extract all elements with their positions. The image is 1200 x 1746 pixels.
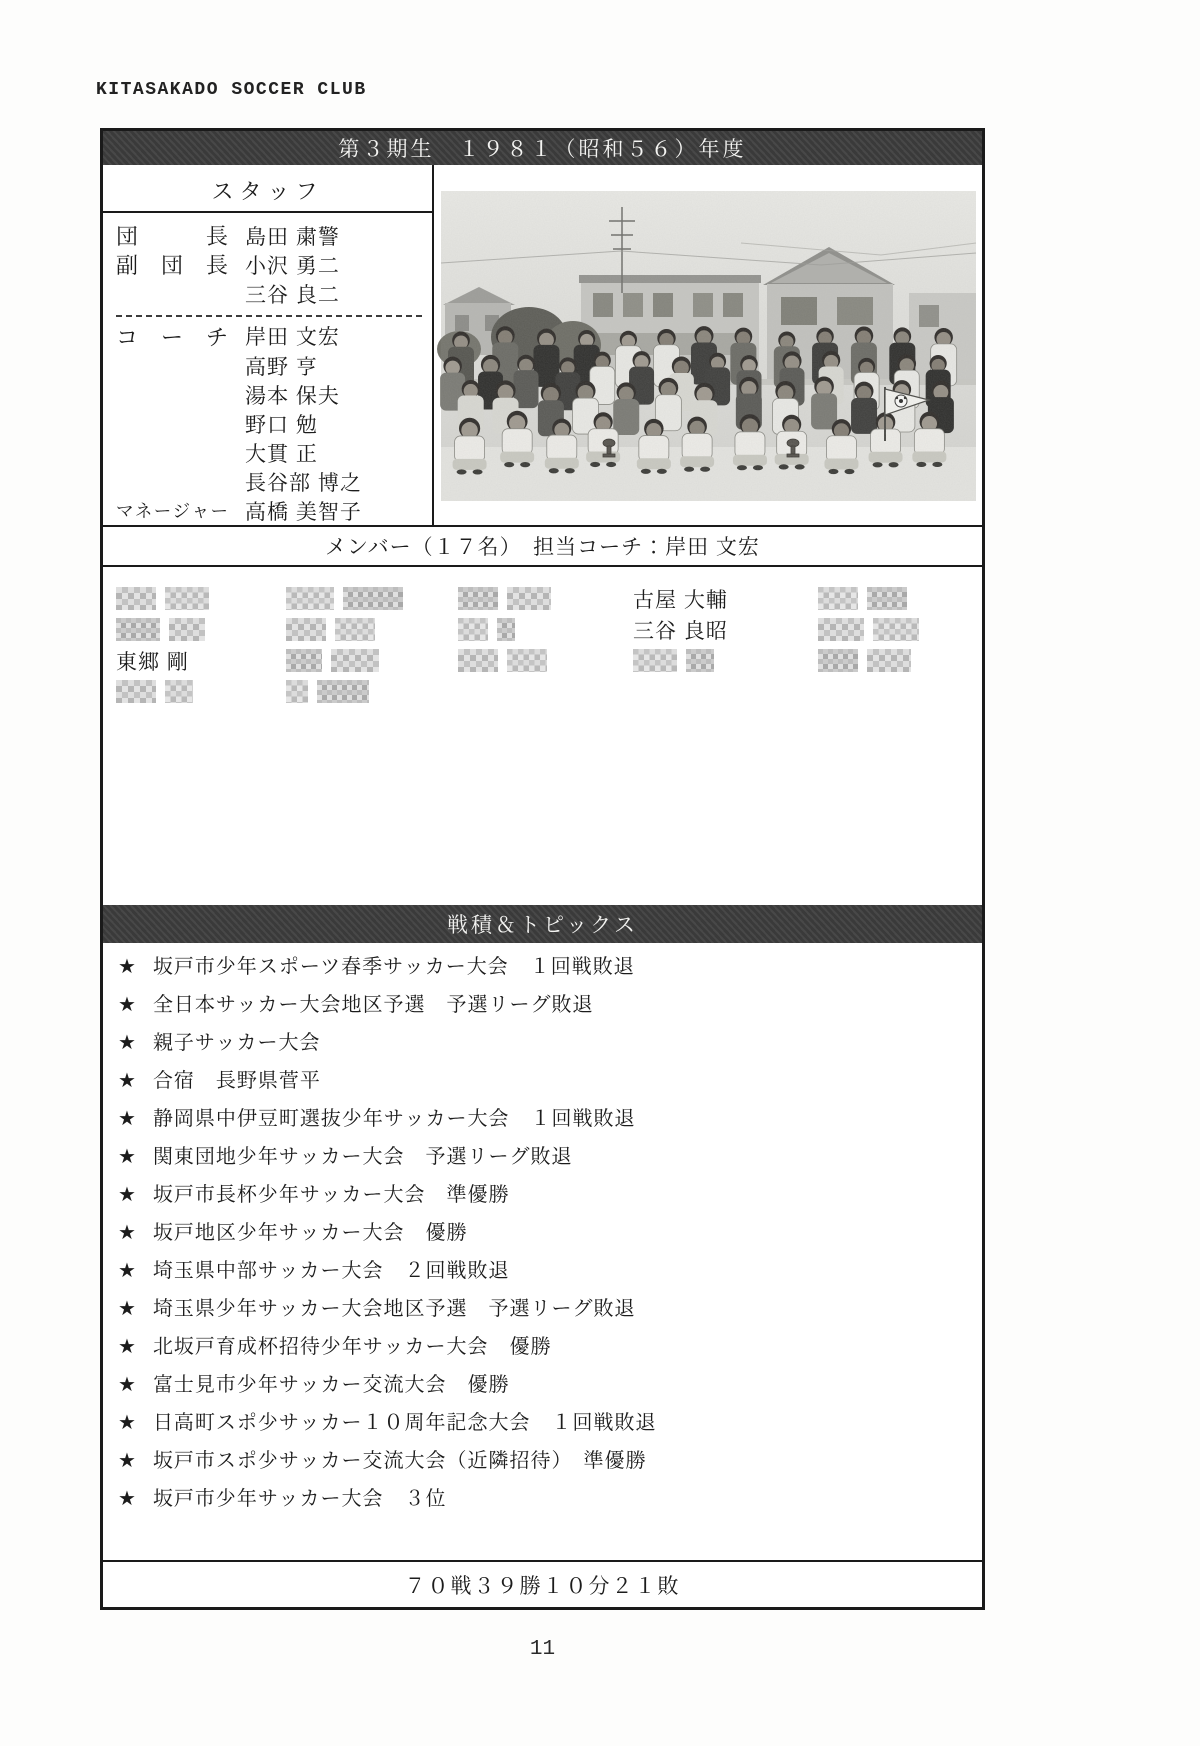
topics-list (118, 957, 962, 1510)
member-list (103, 567, 982, 905)
member-name: 古屋 大輔 (633, 588, 728, 612)
staff-name: 野口 勉 (245, 413, 318, 437)
redaction-mosaic (286, 618, 326, 641)
redaction-mosaic (286, 649, 322, 672)
topic-item (118, 1147, 962, 1168)
staff-list (103, 219, 432, 525)
staff-header: スタッフ (103, 171, 432, 213)
member-name-redacted (818, 649, 974, 672)
topic-text: 坂戸市スポ少サッカー交流大会（近隣招待） 準優勝 (152, 1450, 647, 1472)
star-icon: ★ (118, 1374, 137, 1396)
staff-row (116, 279, 422, 308)
topic-text: 関東団地少年サッカー大会 予選リーグ敗退 (152, 1146, 573, 1168)
redaction-mosaic (286, 680, 308, 703)
member-row (116, 676, 974, 707)
topic-item (118, 1451, 962, 1472)
redaction-mosaic (458, 587, 498, 610)
star-icon: ★ (118, 1184, 137, 1206)
topic-text: 合宿 長野県菅平 (152, 1070, 321, 1092)
staff-name: 長谷部 博之 (245, 471, 362, 495)
topic-item (118, 1413, 962, 1434)
redaction-mosaic (867, 587, 907, 610)
year-banner (103, 131, 982, 165)
star-icon: ★ (118, 1488, 137, 1510)
staff-row (116, 315, 422, 351)
staff-row (116, 250, 422, 279)
redaction-mosaic (116, 618, 160, 641)
redaction-mosaic (165, 587, 209, 610)
member-name: 東郷 剛 (116, 650, 189, 674)
photo-grain (441, 191, 976, 501)
staff-name: 島田 粛警 (245, 225, 340, 249)
redaction-mosaic (331, 649, 379, 672)
staff-name: 高野 亨 (245, 355, 318, 379)
photo-panel (434, 165, 982, 525)
star-icon: ★ (118, 1032, 137, 1054)
topic-text: 静岡県中伊豆町選抜少年サッカー大会 １回戦敗退 (152, 1108, 636, 1130)
member-name-redacted (116, 587, 286, 610)
star-icon: ★ (118, 994, 137, 1016)
redaction-mosaic (633, 649, 677, 672)
staff-role: コ ー チ (116, 324, 228, 350)
star-icon: ★ (118, 1222, 137, 1244)
record-summary-label: ７０戦３９勝１０分２１敗 (404, 1574, 681, 1598)
main-box (100, 128, 985, 1610)
star-icon: ★ (118, 956, 137, 978)
member-name-redacted (633, 649, 818, 672)
member-header (103, 525, 982, 567)
staff-row (116, 467, 422, 496)
topic-item (118, 1299, 962, 1320)
member-name-redacted (286, 618, 458, 641)
topic-text: 全日本サッカー大会地区予選 予選リーグ敗退 (152, 994, 594, 1016)
member-name-redacted (458, 618, 633, 641)
member-name-redacted (458, 587, 633, 610)
member-name-redacted (818, 587, 974, 610)
staff-panel (103, 165, 434, 525)
staff-row (116, 438, 422, 467)
star-icon: ★ (118, 1298, 137, 1320)
redaction-mosaic (818, 649, 858, 672)
redaction-mosaic (317, 680, 369, 703)
member-name-redacted (286, 649, 458, 672)
topic-item (118, 1375, 962, 1396)
star-icon: ★ (118, 1450, 137, 1472)
redaction-mosaic (458, 649, 498, 672)
staff-row (116, 221, 422, 250)
year-banner-label: 第３期生 １９８１（昭和５６）年度 (338, 138, 747, 161)
club-title: KITASAKADO SOCCER CLUB (96, 80, 367, 100)
member-header-label: メンバー（１７名） 担当コーチ：岸田 文宏 (325, 536, 760, 559)
redaction-mosaic (116, 587, 156, 610)
staff-row (116, 496, 422, 525)
member-name: 三谷 良昭 (633, 619, 728, 643)
star-icon: ★ (118, 1336, 137, 1358)
redaction-mosaic (497, 618, 515, 641)
star-icon: ★ (118, 1260, 137, 1282)
member-name-redacted (818, 618, 974, 641)
staff-row (116, 409, 422, 438)
page-number: 11 (529, 1638, 556, 1661)
topics-banner-label: 戦積＆トピックス (447, 914, 638, 937)
star-icon: ★ (118, 1108, 137, 1130)
topic-item (118, 1489, 962, 1510)
topic-text: 埼玉県中部サッカー大会 ２回戦敗退 (152, 1260, 510, 1282)
member-row (116, 614, 974, 645)
topic-text: 坂戸市少年サッカー大会 ３位 (152, 1488, 447, 1510)
redaction-mosaic (116, 680, 156, 703)
staff-role: マ ネ ー ジ ャ ー (116, 501, 228, 521)
topic-text: 埼玉県少年サッカー大会地区予選 予選リーグ敗退 (152, 1298, 636, 1320)
member-name-redacted (116, 680, 286, 703)
topic-item (118, 995, 962, 1016)
topic-item (118, 1185, 962, 1206)
topic-text: 親子サッカー大会 (152, 1032, 321, 1054)
topic-item (118, 1033, 962, 1054)
topic-item (118, 957, 962, 978)
top-section (103, 165, 982, 525)
redaction-mosaic (818, 618, 864, 641)
team-photo (441, 191, 976, 501)
topic-item (118, 1071, 962, 1092)
topic-item (118, 1261, 962, 1282)
topic-text: 北坂戸育成杯招待少年サッカー大会 優勝 (152, 1336, 552, 1358)
star-icon: ★ (118, 1070, 137, 1092)
staff-name: 岸田 文宏 (245, 326, 340, 349)
member-row (116, 645, 974, 676)
member-name-redacted (116, 618, 286, 641)
redaction-mosaic (507, 587, 551, 610)
redaction-mosaic (867, 649, 911, 672)
staff-name: 三谷 良二 (245, 283, 340, 307)
member-row (116, 583, 974, 614)
topic-item (118, 1109, 962, 1130)
topic-text: 富士見市少年サッカー交流大会 優勝 (152, 1374, 510, 1396)
member-name-redacted (458, 649, 633, 672)
redaction-mosaic (686, 649, 714, 672)
member-name-redacted (286, 680, 458, 703)
redaction-mosaic (335, 618, 375, 641)
topic-text: 日高町スポ少サッカー１０周年記念大会 １回戦敗退 (152, 1412, 657, 1434)
topic-item (118, 1223, 962, 1244)
redaction-mosaic (343, 587, 403, 610)
redaction-mosaic (458, 618, 488, 641)
staff-role: 団 長 (116, 224, 228, 249)
topic-item (118, 1337, 962, 1358)
staff-role: 副 団 長 (116, 253, 228, 278)
redaction-mosaic (818, 587, 858, 610)
record-summary (103, 1560, 982, 1607)
member-name-redacted (286, 587, 458, 610)
topic-text: 坂戸市少年スポーツ春季サッカー大会 １回戦敗退 (152, 956, 635, 978)
staff-name: 大貫 正 (245, 442, 318, 466)
topics-banner (103, 905, 982, 943)
redaction-mosaic (286, 587, 334, 610)
redaction-mosaic (165, 680, 193, 703)
star-icon: ★ (118, 1146, 137, 1168)
topic-text: 坂戸地区少年サッカー大会 優勝 (152, 1222, 468, 1244)
topic-text: 坂戸市長杯少年サッカー大会 準優勝 (152, 1184, 510, 1206)
redaction-mosaic (873, 618, 919, 641)
staff-row (116, 380, 422, 409)
redaction-mosaic (507, 649, 547, 672)
staff-name: 小沢 勇二 (245, 254, 340, 278)
staff-row (116, 351, 422, 380)
staff-name: 高橋 美智子 (245, 500, 362, 524)
staff-name: 湯本 保夫 (245, 384, 340, 408)
topics-area (103, 943, 982, 1560)
star-icon: ★ (118, 1412, 137, 1434)
redaction-mosaic (169, 618, 205, 641)
